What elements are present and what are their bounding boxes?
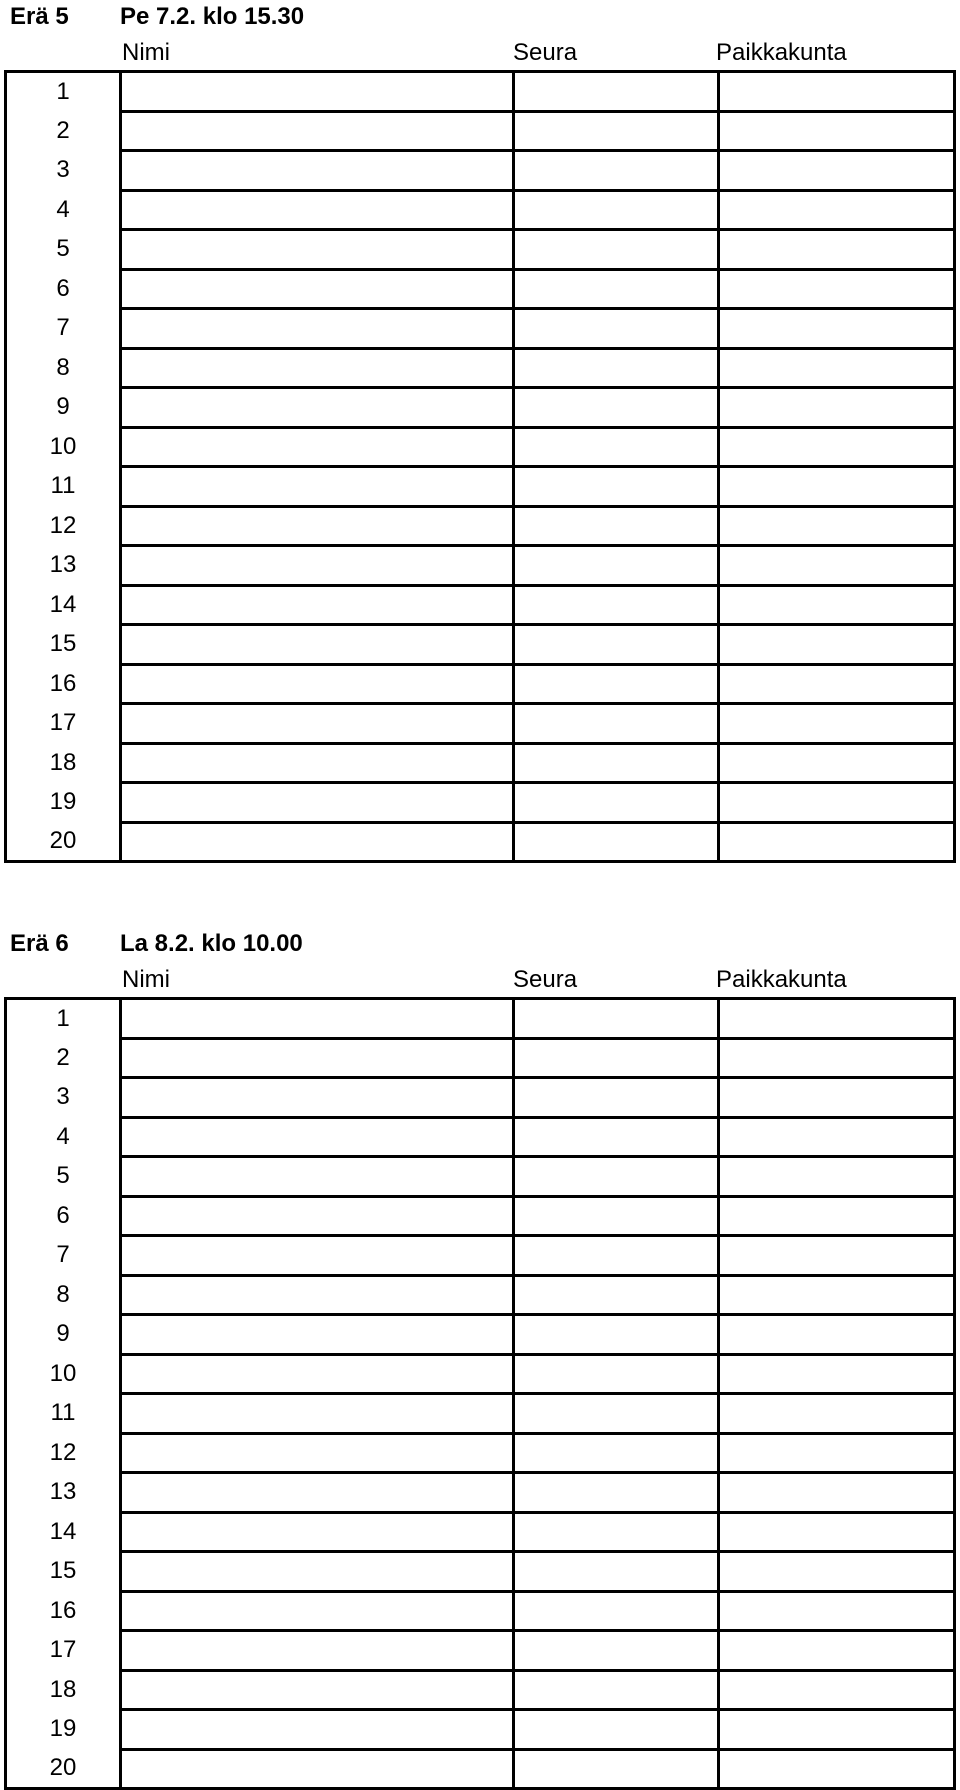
city-cell[interactable] [719, 822, 955, 862]
name-cell[interactable] [121, 348, 514, 388]
row-number: 8 [6, 1275, 121, 1315]
name-cell[interactable] [121, 999, 514, 1039]
table-row [6, 1394, 955, 1434]
name-cell[interactable] [121, 1433, 514, 1473]
name-cell[interactable] [121, 1670, 514, 1710]
row-number: 9 [6, 1315, 121, 1355]
name-cell[interactable] [121, 546, 514, 586]
name-cell[interactable] [121, 1394, 514, 1434]
name-cell[interactable] [121, 1157, 514, 1197]
table-row [6, 190, 955, 230]
name-cell[interactable] [121, 625, 514, 665]
club-cell[interactable] [514, 467, 719, 507]
name-cell[interactable] [121, 427, 514, 467]
heat-title-row [0, 0, 960, 34]
city-cell[interactable] [719, 1591, 955, 1631]
club-cell[interactable] [514, 1394, 719, 1434]
city-cell[interactable] [719, 1394, 955, 1434]
table-row [6, 783, 955, 823]
column-header-row [0, 965, 960, 995]
club-cell[interactable] [514, 1275, 719, 1315]
table-row [6, 1354, 955, 1394]
row-number: 14 [6, 1512, 121, 1552]
row-number: 20 [6, 822, 121, 862]
club-cell[interactable] [514, 822, 719, 862]
name-cell[interactable] [121, 664, 514, 704]
row-number: 2 [6, 1038, 121, 1078]
column-header-name: Nimi [122, 966, 170, 993]
club-cell[interactable] [514, 269, 719, 309]
name-cell[interactable] [121, 309, 514, 349]
table-row [6, 664, 955, 704]
table-row [6, 1433, 955, 1473]
club-cell[interactable] [514, 1710, 719, 1750]
name-cell[interactable] [121, 1591, 514, 1631]
name-cell[interactable] [121, 822, 514, 862]
club-cell[interactable] [514, 1354, 719, 1394]
heat-label: Erä 6 [10, 930, 69, 957]
row-number: 11 [6, 1394, 121, 1434]
row-number: 3 [6, 1078, 121, 1118]
heat-schedule: La 8.2. klo 10.00 [120, 930, 303, 957]
club-cell[interactable] [514, 388, 719, 428]
name-cell[interactable] [121, 1749, 514, 1789]
row-number: 13 [6, 546, 121, 586]
club-cell[interactable] [514, 1196, 719, 1236]
club-cell[interactable] [514, 1473, 719, 1513]
table-row [6, 1038, 955, 1078]
name-cell[interactable] [121, 1631, 514, 1671]
column-header-name: Nimi [122, 39, 170, 66]
table-row [6, 1157, 955, 1197]
club-cell[interactable] [514, 151, 719, 191]
row-number: 1 [6, 72, 121, 112]
row-number: 1 [6, 999, 121, 1039]
club-cell[interactable] [514, 1078, 719, 1118]
row-number: 7 [6, 309, 121, 349]
club-cell[interactable] [514, 625, 719, 665]
name-cell[interactable] [121, 388, 514, 428]
name-cell[interactable] [121, 1552, 514, 1592]
row-number: 7 [6, 1236, 121, 1276]
row-number: 19 [6, 1710, 121, 1750]
city-cell[interactable] [719, 1354, 955, 1394]
row-number: 2 [6, 111, 121, 151]
table-row [6, 1078, 955, 1118]
city-cell[interactable] [719, 72, 955, 112]
club-cell[interactable] [514, 190, 719, 230]
row-number: 19 [6, 783, 121, 823]
table-row [6, 111, 955, 151]
table-row [6, 309, 955, 349]
name-cell[interactable] [121, 1117, 514, 1157]
table-row [6, 1552, 955, 1592]
table-row [6, 1749, 955, 1789]
club-cell[interactable] [514, 783, 719, 823]
club-cell[interactable] [514, 1157, 719, 1197]
table-row [6, 151, 955, 191]
city-cell[interactable] [719, 506, 955, 546]
table-row [6, 546, 955, 586]
table-row [6, 1591, 955, 1631]
club-cell[interactable] [514, 1236, 719, 1276]
city-cell[interactable] [719, 190, 955, 230]
column-header-club: Seura [513, 966, 578, 993]
city-cell[interactable] [719, 546, 955, 586]
city-cell[interactable] [719, 388, 955, 428]
row-number: 15 [6, 1552, 121, 1592]
club-cell[interactable] [514, 1749, 719, 1789]
table-row [6, 743, 955, 783]
name-cell[interactable] [121, 743, 514, 783]
club-cell[interactable] [514, 72, 719, 112]
column-header-city: Paikkakunta [716, 966, 847, 993]
club-cell[interactable] [514, 1631, 719, 1671]
name-cell[interactable] [121, 704, 514, 744]
name-cell[interactable] [121, 1196, 514, 1236]
club-cell[interactable] [514, 999, 719, 1039]
club-cell[interactable] [514, 348, 719, 388]
club-cell[interactable] [514, 1433, 719, 1473]
name-cell[interactable] [121, 1315, 514, 1355]
heat-title-row [0, 927, 960, 961]
city-cell[interactable] [719, 1117, 955, 1157]
city-cell[interactable] [719, 1473, 955, 1513]
city-cell[interactable] [719, 1631, 955, 1671]
city-cell[interactable] [719, 783, 955, 823]
table-row [6, 822, 955, 862]
row-number: 3 [6, 151, 121, 191]
name-cell[interactable] [121, 1512, 514, 1552]
city-cell[interactable] [719, 1275, 955, 1315]
name-cell[interactable] [121, 269, 514, 309]
city-cell[interactable] [719, 1157, 955, 1197]
row-number: 14 [6, 585, 121, 625]
table-row [6, 348, 955, 388]
table-row [6, 585, 955, 625]
name-cell[interactable] [121, 1354, 514, 1394]
table-row [6, 72, 955, 112]
table-row [6, 1275, 955, 1315]
name-cell[interactable] [121, 1078, 514, 1118]
city-cell[interactable] [719, 585, 955, 625]
table-row [6, 388, 955, 428]
club-cell[interactable] [514, 1117, 719, 1157]
city-cell[interactable] [719, 1078, 955, 1118]
club-cell[interactable] [514, 309, 719, 349]
city-cell[interactable] [719, 999, 955, 1039]
city-cell[interactable] [719, 743, 955, 783]
row-number: 6 [6, 269, 121, 309]
table-row [6, 1236, 955, 1276]
row-number: 12 [6, 506, 121, 546]
city-cell[interactable] [719, 1552, 955, 1592]
row-number: 18 [6, 743, 121, 783]
name-cell[interactable] [121, 506, 514, 546]
city-cell[interactable] [719, 427, 955, 467]
row-number: 17 [6, 1631, 121, 1671]
club-cell[interactable] [514, 585, 719, 625]
city-cell[interactable] [719, 467, 955, 507]
city-cell[interactable] [719, 309, 955, 349]
row-number: 10 [6, 427, 121, 467]
table-row [6, 467, 955, 507]
club-cell[interactable] [514, 427, 719, 467]
name-cell[interactable] [121, 1710, 514, 1750]
table-row [6, 1512, 955, 1552]
table-row [6, 1117, 955, 1157]
table-row [6, 1315, 955, 1355]
name-cell[interactable] [121, 1275, 514, 1315]
row-number: 17 [6, 704, 121, 744]
row-number: 5 [6, 230, 121, 270]
entry-table [4, 997, 956, 1790]
name-cell[interactable] [121, 467, 514, 507]
city-cell[interactable] [719, 1512, 955, 1552]
row-number: 4 [6, 1117, 121, 1157]
name-cell[interactable] [121, 151, 514, 191]
row-number: 9 [6, 388, 121, 428]
city-cell[interactable] [719, 1236, 955, 1276]
row-number: 12 [6, 1433, 121, 1473]
club-cell[interactable] [514, 1670, 719, 1710]
table-row [6, 704, 955, 744]
club-cell[interactable] [514, 1512, 719, 1552]
row-number: 16 [6, 1591, 121, 1631]
table-row [6, 1473, 955, 1513]
club-cell[interactable] [514, 1038, 719, 1078]
club-cell[interactable] [514, 743, 719, 783]
table-row [6, 506, 955, 546]
city-cell[interactable] [719, 111, 955, 151]
club-cell[interactable] [514, 704, 719, 744]
club-cell[interactable] [514, 664, 719, 704]
name-cell[interactable] [121, 111, 514, 151]
name-cell[interactable] [121, 190, 514, 230]
table-row [6, 269, 955, 309]
city-cell[interactable] [719, 1433, 955, 1473]
table-row [6, 625, 955, 665]
name-cell[interactable] [121, 1473, 514, 1513]
city-cell[interactable] [719, 269, 955, 309]
city-cell[interactable] [719, 625, 955, 665]
row-number: 13 [6, 1473, 121, 1513]
table-row [6, 1710, 955, 1750]
row-number: 16 [6, 664, 121, 704]
row-number: 4 [6, 190, 121, 230]
entry-table [4, 70, 956, 863]
row-number: 6 [6, 1196, 121, 1236]
city-cell[interactable] [719, 1749, 955, 1789]
row-number: 15 [6, 625, 121, 665]
name-cell[interactable] [121, 1038, 514, 1078]
column-header-city: Paikkakunta [716, 39, 847, 66]
table-row [6, 1631, 955, 1671]
row-number: 5 [6, 1157, 121, 1197]
city-cell[interactable] [719, 1315, 955, 1355]
club-cell[interactable] [514, 546, 719, 586]
club-cell[interactable] [514, 1552, 719, 1592]
city-cell[interactable] [719, 1038, 955, 1078]
table-row [6, 1670, 955, 1710]
row-number: 18 [6, 1670, 121, 1710]
city-cell[interactable] [719, 151, 955, 191]
name-cell[interactable] [121, 230, 514, 270]
row-number: 8 [6, 348, 121, 388]
table-row [6, 427, 955, 467]
row-number: 10 [6, 1354, 121, 1394]
club-cell[interactable] [514, 111, 719, 151]
city-cell[interactable] [719, 230, 955, 270]
club-cell[interactable] [514, 230, 719, 270]
table-row [6, 1196, 955, 1236]
club-cell[interactable] [514, 1591, 719, 1631]
name-cell[interactable] [121, 1236, 514, 1276]
city-cell[interactable] [719, 1196, 955, 1236]
column-header-club: Seura [513, 39, 578, 66]
table-row [6, 999, 955, 1039]
name-cell[interactable] [121, 783, 514, 823]
city-cell[interactable] [719, 664, 955, 704]
club-cell[interactable] [514, 506, 719, 546]
city-cell[interactable] [719, 704, 955, 744]
city-cell[interactable] [719, 1710, 955, 1750]
table-row [6, 230, 955, 270]
heat-schedule: Pe 7.2. klo 15.30 [120, 3, 305, 30]
row-number: 20 [6, 1749, 121, 1789]
row-number: 11 [6, 467, 121, 507]
heat-label: Erä 5 [10, 3, 69, 30]
column-header-row [0, 38, 960, 68]
name-cell[interactable] [121, 72, 514, 112]
city-cell[interactable] [719, 1670, 955, 1710]
club-cell[interactable] [514, 1315, 719, 1355]
name-cell[interactable] [121, 585, 514, 625]
city-cell[interactable] [719, 348, 955, 388]
